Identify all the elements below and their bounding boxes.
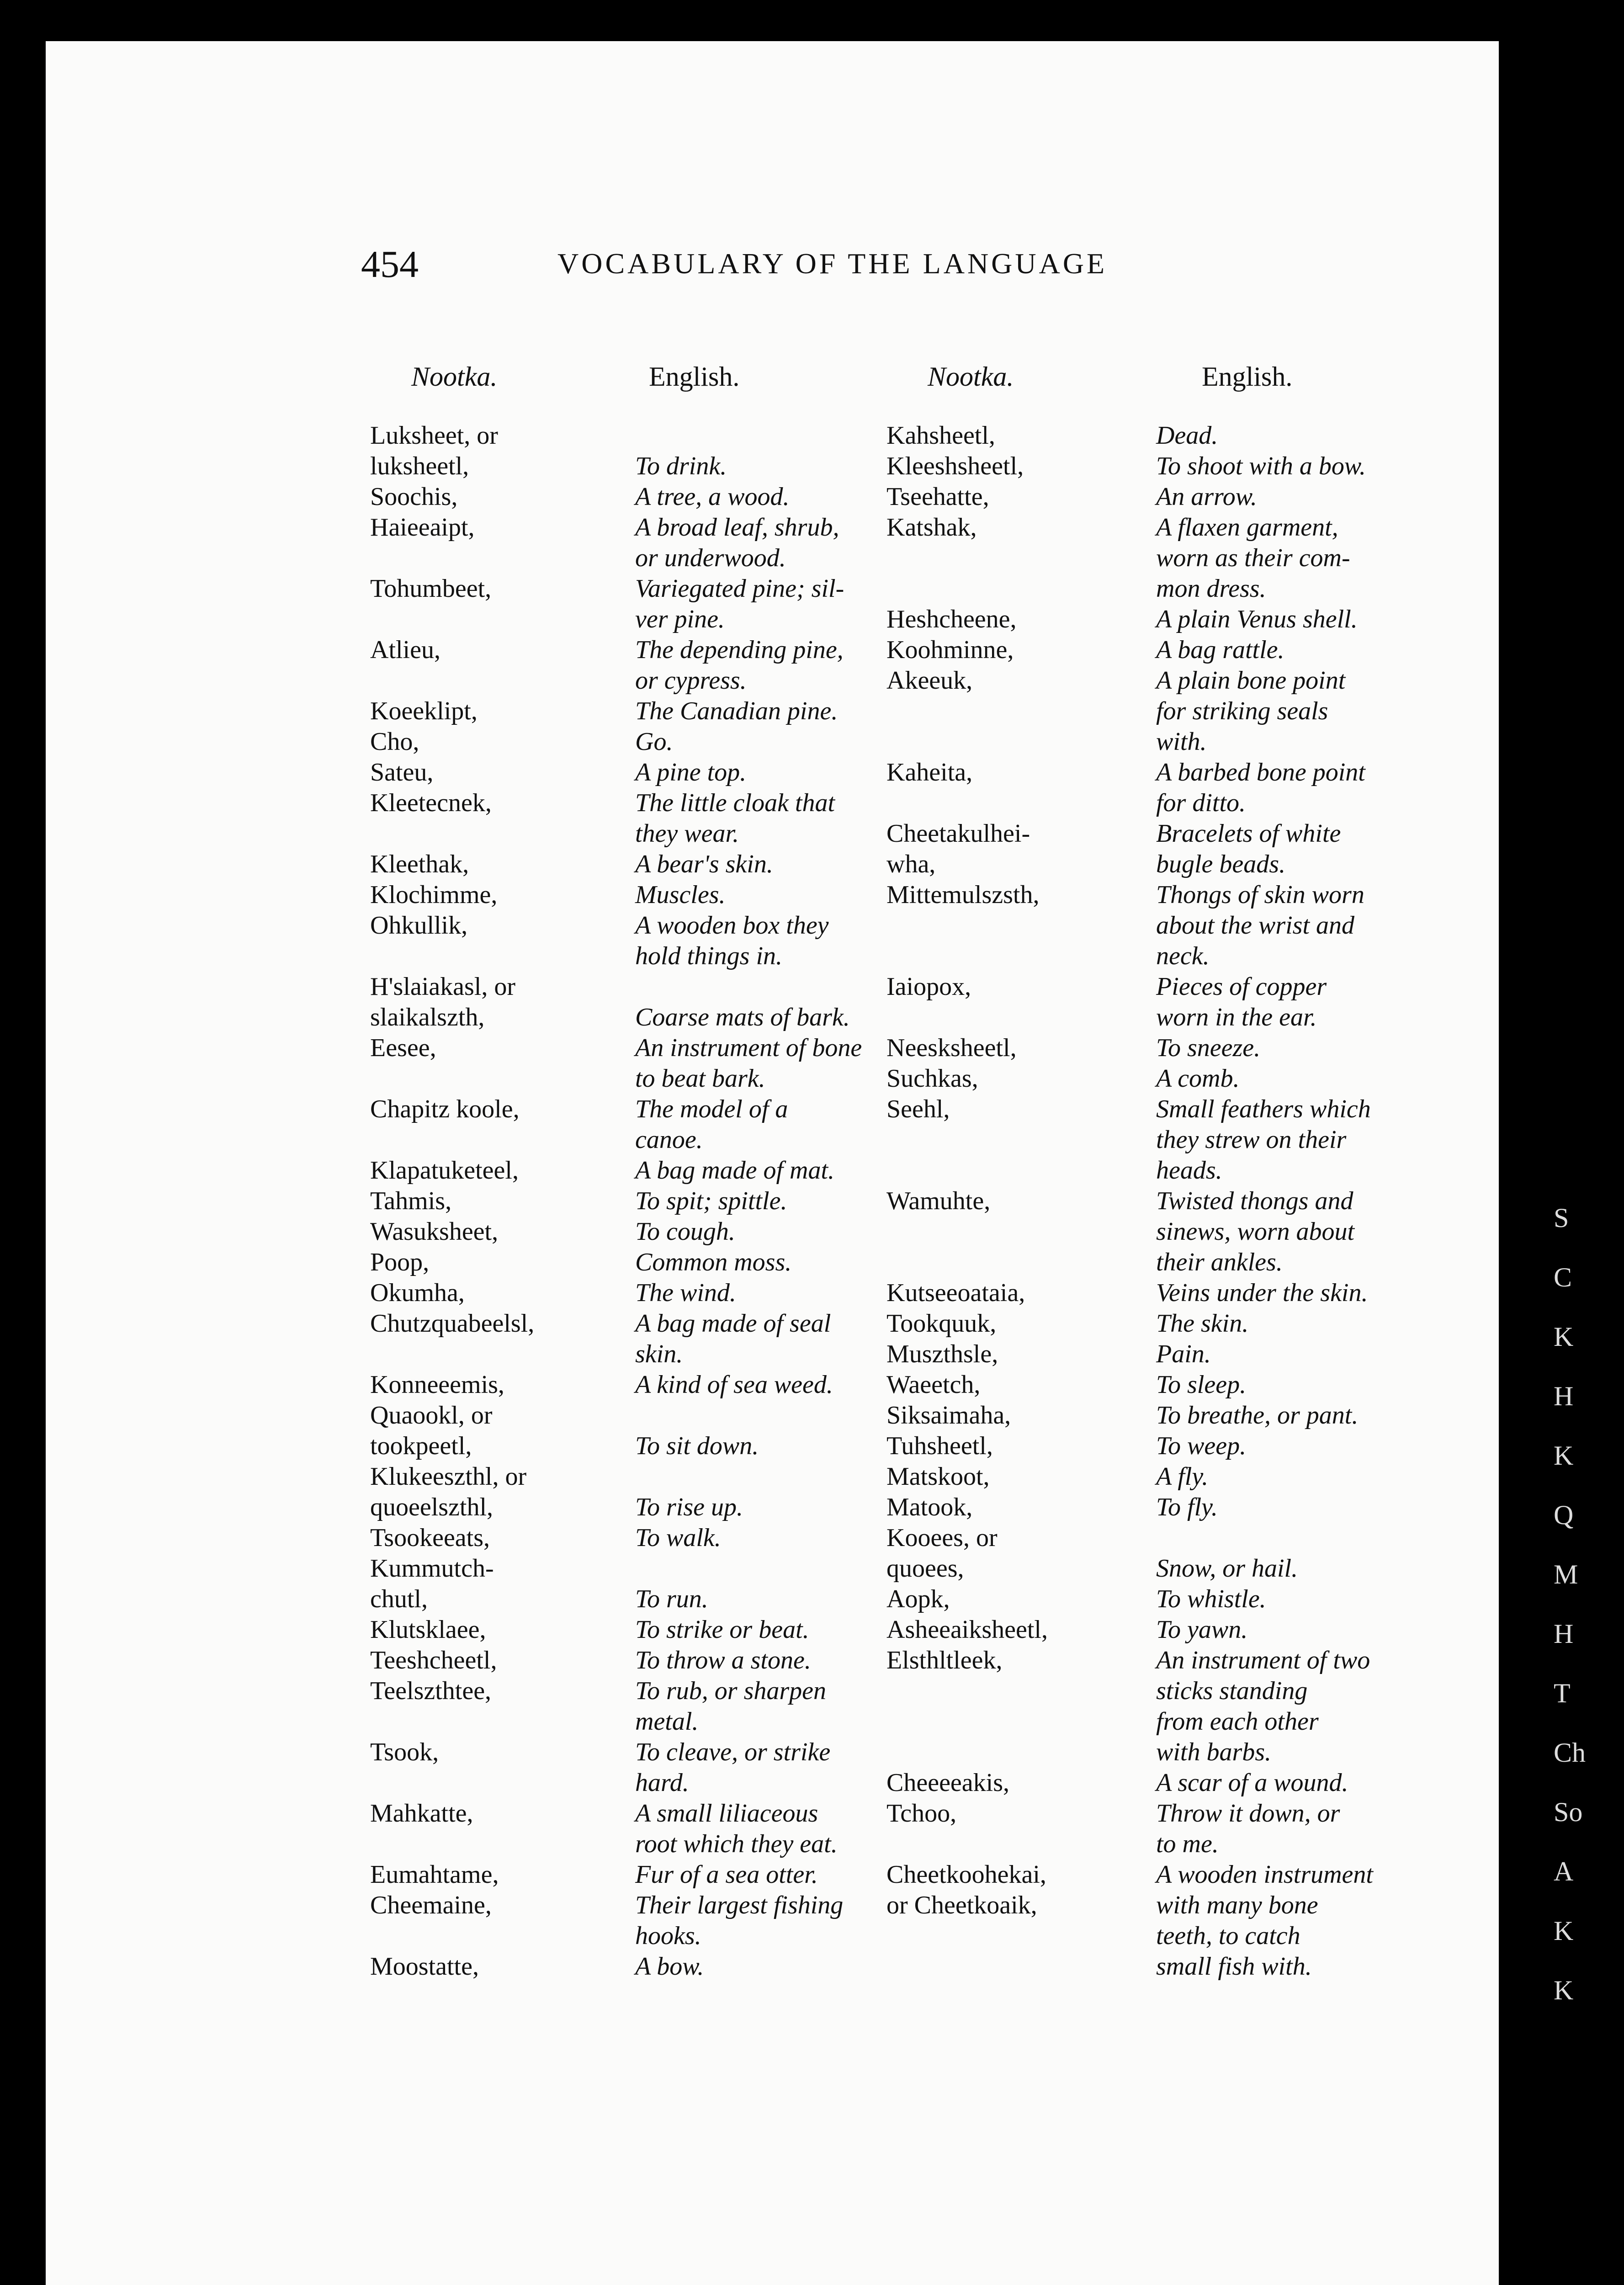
cell-nootka-right: quoees, (886, 1554, 964, 1583)
cell-nootka-right: Kaheita, (886, 758, 973, 786)
table-row (370, 1155, 1449, 1186)
cell-nootka-right: Cheetakulhei- (886, 819, 1030, 848)
sliver-letter: K (1554, 1975, 1574, 2005)
cell-nootka-left: Chutzquabeelsl, (370, 1309, 535, 1338)
table-row (370, 1278, 1449, 1308)
cell-nootka-right: Mittemulszsth, (886, 881, 1040, 909)
table-row (370, 482, 1449, 512)
cell-english-right: To breathe, or pant. (1156, 1401, 1359, 1429)
cell-english-left: hard. (635, 1769, 689, 1797)
cell-english-left: Coarse mats of bark. (635, 1003, 850, 1031)
cell-english-left: Muscles. (635, 881, 726, 909)
cell-nootka-left: Mahkatte, (370, 1799, 473, 1828)
cell-english-left: To run. (635, 1585, 708, 1613)
table-row (370, 420, 1449, 451)
cell-english-left: metal. (635, 1707, 699, 1736)
cell-english-left: skin. (635, 1340, 683, 1368)
facing-page-sliver (1554, 1188, 1624, 2011)
cell-english-right: with barbs. (1156, 1738, 1272, 1766)
cell-english-left: The wind. (635, 1279, 736, 1307)
table-row (370, 1370, 1449, 1400)
cell-nootka-right: Matook, (886, 1493, 973, 1521)
cell-english-left: Fur of a sea otter. (635, 1860, 818, 1889)
cell-english-left: A tree, a wood. (635, 483, 790, 511)
cell-english-left: ver pine. (635, 605, 725, 633)
cell-english-left: Their largest fishing (635, 1891, 844, 1919)
table-row (370, 1523, 1449, 1553)
cell-nootka-right: Tseehatte, (886, 483, 989, 511)
cell-english-right: mon dress. (1156, 574, 1266, 603)
table-row (370, 849, 1449, 880)
cell-english-right: for striking seals (1156, 697, 1328, 725)
cell-nootka-left: Sateu, (370, 758, 434, 786)
page-number: 454 (361, 243, 419, 286)
cell-nootka-left: Quaookl, or (370, 1401, 493, 1429)
cell-english-left: root which they eat. (635, 1830, 838, 1858)
table-row (370, 818, 1449, 849)
cell-english-right: Small feathers which (1156, 1095, 1371, 1123)
column-header-english-right: English. (1202, 361, 1293, 392)
table-row (370, 1247, 1449, 1278)
sliver-letter: A (1554, 1856, 1574, 1886)
cell-english-right: Pieces of copper (1156, 972, 1327, 1001)
cell-english-right: worn as their com- (1156, 544, 1350, 572)
table-row (370, 788, 1449, 818)
table-row (370, 1829, 1449, 1860)
cell-english-right: with. (1156, 728, 1207, 756)
cell-nootka-right: Tchoo, (886, 1799, 957, 1828)
cell-nootka-left: quoeelszthl, (370, 1493, 494, 1521)
table-row (370, 757, 1449, 788)
cell-nootka-right: Cheetkoohekai, (886, 1860, 1046, 1889)
sliver-letter: Q (1554, 1500, 1574, 1530)
cell-nootka-left: Tsookeeats, (370, 1524, 490, 1552)
table-row (370, 1737, 1449, 1768)
cell-english-right: Veins under the skin. (1156, 1279, 1368, 1307)
table-row (370, 665, 1449, 696)
cell-english-left: A pine top. (635, 758, 747, 786)
cell-english-left: hold things in. (635, 942, 783, 970)
sliver-letter: T (1554, 1678, 1571, 1708)
cell-english-right: A plain bone point (1156, 666, 1346, 695)
cell-english-right: A bag rattle. (1156, 636, 1284, 664)
cell-english-left: To cough. (635, 1217, 735, 1246)
cell-english-right: worn in the ear. (1156, 1003, 1317, 1031)
cell-english-left: To cleave, or strike (635, 1738, 831, 1766)
cell-english-left: Go. (635, 728, 673, 756)
cell-english-left: A bag made of seal (635, 1309, 831, 1338)
table-row (370, 1308, 1449, 1339)
cell-english-left: A bag made of mat. (635, 1156, 835, 1185)
cell-english-right: To whistle. (1156, 1585, 1266, 1613)
cell-nootka-right: Wamuhte, (886, 1187, 991, 1215)
table-row (370, 635, 1449, 665)
cell-nootka-right: Akeeuk, (886, 666, 973, 695)
table-row (370, 1951, 1449, 1982)
table-row (370, 972, 1449, 1002)
cell-english-left: To sit down. (635, 1432, 759, 1460)
sliver-letter: S (1554, 1203, 1569, 1233)
cell-english-right: small fish with. (1156, 1952, 1312, 1981)
cell-nootka-left: Koeeklipt, (370, 697, 478, 725)
table-row (370, 1125, 1449, 1155)
cell-nootka-left: Tsook, (370, 1738, 439, 1766)
cell-english-right: to me. (1156, 1830, 1219, 1858)
cell-nootka-left: slaikalszth, (370, 1003, 485, 1031)
cell-english-left: A bear's skin. (635, 850, 773, 878)
cell-english-right: Throw it down, or (1156, 1799, 1340, 1828)
cell-nootka-left: Atlieu, (370, 636, 440, 664)
cell-english-left: Variegated pine; sil- (635, 574, 844, 603)
column-header-english-left: English. (649, 361, 740, 392)
column-header-nootka-left: Nootka. (411, 361, 498, 392)
cell-english-right: To weep. (1156, 1432, 1247, 1460)
table-row (370, 1461, 1449, 1492)
cell-english-left: they wear. (635, 819, 739, 848)
cell-english-right: An arrow. (1156, 483, 1257, 511)
table-row (370, 1033, 1449, 1063)
cell-nootka-left: luksheetl, (370, 452, 469, 480)
table-row (370, 543, 1449, 574)
cell-english-right: for ditto. (1156, 789, 1246, 817)
table-row (370, 574, 1449, 604)
cell-nootka-right: Seehl, (886, 1095, 950, 1123)
cell-english-left: The Canadian pine. (635, 697, 838, 725)
cell-english-right: To yawn. (1156, 1615, 1248, 1644)
table-row (370, 1860, 1449, 1890)
cell-nootka-right: Koohminne, (886, 636, 1014, 664)
sliver-letter: M (1554, 1559, 1578, 1589)
cell-nootka-left: Teeshcheetl, (370, 1646, 497, 1674)
cell-english-left: A bow. (635, 1952, 704, 1981)
cell-nootka-right: Neesksheetl, (886, 1034, 1017, 1062)
table-row (370, 1645, 1449, 1676)
cell-nootka-right: Matskoot, (886, 1462, 990, 1491)
cell-english-right: A comb. (1156, 1064, 1240, 1093)
cell-english-left: A wooden box they (635, 911, 829, 940)
cell-english-right: about the wrist and (1156, 911, 1355, 940)
cell-english-left: To spit; spittle. (635, 1187, 787, 1215)
cell-nootka-right: Waeetch, (886, 1371, 981, 1399)
table-row (370, 1706, 1449, 1737)
table-row (370, 1921, 1449, 1951)
cell-english-left: The model of a (635, 1095, 788, 1123)
cell-nootka-left: Wasuksheet, (370, 1217, 499, 1246)
cell-english-right: teeth, to catch (1156, 1922, 1300, 1950)
cell-english-right: A fly. (1156, 1462, 1209, 1491)
table-row (370, 1768, 1449, 1798)
book-page (46, 41, 1499, 2285)
sliver-letter: H (1554, 1619, 1574, 1649)
cell-english-right: sticks standing (1156, 1677, 1308, 1705)
cell-english-right: Thongs of skin worn (1156, 881, 1364, 909)
cell-english-right: from each other (1156, 1707, 1319, 1736)
cell-english-left: To strike or beat. (635, 1615, 809, 1644)
cell-nootka-right: Kutseeoataia, (886, 1279, 1025, 1307)
cell-nootka-left: Poop, (370, 1248, 430, 1276)
cell-nootka-left: Okumha, (370, 1279, 465, 1307)
cell-nootka-right: Tookquuk, (886, 1309, 997, 1338)
cell-english-right: The skin. (1156, 1309, 1249, 1338)
table-row (370, 451, 1449, 482)
cell-english-left: To rise up. (635, 1493, 743, 1521)
cell-english-right: Snow, or hail. (1156, 1554, 1298, 1583)
cell-english-right: To sleep. (1156, 1371, 1247, 1399)
cell-nootka-right: Heshcheene, (886, 605, 1017, 633)
cell-english-right: A plain Venus shell. (1156, 605, 1358, 633)
cell-nootka-left: Kummutch- (370, 1554, 494, 1583)
cell-nootka-right: Kahsheetl, (886, 421, 995, 450)
cell-english-left: The depending pine, (635, 636, 844, 664)
cell-nootka-right: wha, (886, 850, 936, 878)
table-row (370, 604, 1449, 635)
cell-nootka-right: Muszthsle, (886, 1340, 998, 1368)
cell-nootka-right: Kleeshsheetl, (886, 452, 1024, 480)
cell-english-left: A small liliaceous (635, 1799, 818, 1828)
table-row (370, 1431, 1449, 1461)
cell-nootka-right: Iaiopox, (886, 972, 971, 1001)
cell-english-right: To fly. (1156, 1493, 1218, 1521)
sliver-letter: K (1554, 1322, 1574, 1352)
cell-nootka-left: Klapatuketeel, (370, 1156, 519, 1185)
cell-nootka-left: Eumahtame, (370, 1860, 499, 1889)
running-title: VOCABULARY OF THE LANGUAGE (557, 247, 1108, 280)
table-row (370, 1339, 1449, 1370)
cell-nootka-left: Klochimme, (370, 881, 498, 909)
sliver-letter: K (1554, 1440, 1574, 1471)
vocabulary-table (370, 420, 1449, 1982)
cell-english-right: heads. (1156, 1156, 1222, 1185)
cell-nootka-left: tookpeetl, (370, 1432, 472, 1460)
cell-english-right: Pain. (1156, 1340, 1211, 1368)
cell-english-right: their ankles. (1156, 1248, 1283, 1276)
table-row (370, 1676, 1449, 1706)
cell-nootka-left: Klukeeszthl, or (370, 1462, 527, 1491)
table-row (370, 727, 1449, 757)
table-row (370, 910, 1449, 941)
cell-english-left: or cypress. (635, 666, 747, 695)
cell-english-left: canoe. (635, 1126, 703, 1154)
cell-english-right: bugle beads. (1156, 850, 1286, 878)
cell-english-right: To shoot with a bow. (1156, 452, 1366, 480)
cell-english-right: To sneeze. (1156, 1034, 1261, 1062)
table-row (370, 1002, 1449, 1033)
cell-english-right: Twisted thongs and (1156, 1187, 1353, 1215)
table-row (370, 1400, 1449, 1431)
cell-english-right: An instrument of two (1156, 1646, 1370, 1674)
cell-english-right: Dead. (1156, 421, 1218, 450)
cell-nootka-right: Aopk, (886, 1585, 950, 1613)
table-row (370, 1063, 1449, 1094)
sliver-letter: H (1554, 1381, 1574, 1411)
cell-nootka-left: Konneeemis, (370, 1371, 504, 1399)
cell-english-right: neck. (1156, 942, 1210, 970)
cell-nootka-left: Cheemaine, (370, 1891, 492, 1919)
table-row (370, 1094, 1449, 1125)
cell-english-right: A barbed bone point (1156, 758, 1365, 786)
sliver-letter: K (1554, 1916, 1574, 1946)
sliver-letter: So (1554, 1797, 1583, 1827)
column-header-nootka-right: Nootka. (928, 361, 1014, 392)
cell-nootka-left: Tahmis, (370, 1187, 452, 1215)
table-row (370, 880, 1449, 910)
cell-nootka-left: Soochis, (370, 483, 458, 511)
cell-nootka-right: Tuhsheetl, (886, 1432, 993, 1460)
table-row (370, 1553, 1449, 1584)
cell-nootka-left: Cho, (370, 728, 419, 756)
page-header (361, 242, 1298, 302)
cell-english-right: A flaxen garment, (1156, 513, 1338, 542)
cell-nootka-right: Asheeaiksheetl, (886, 1615, 1048, 1644)
cell-nootka-left: Klutsklaee, (370, 1615, 486, 1644)
cell-english-right: sinews, worn about (1156, 1217, 1355, 1246)
cell-nootka-left: Ohkullik, (370, 911, 468, 940)
cell-english-right: with many bone (1156, 1891, 1318, 1919)
sliver-letter: C (1554, 1262, 1572, 1292)
table-row (370, 1890, 1449, 1921)
cell-english-left: To throw a stone. (635, 1646, 811, 1674)
cell-english-left: hooks. (635, 1922, 701, 1950)
cell-english-left: The little cloak that (635, 789, 835, 817)
table-row (370, 1217, 1449, 1247)
cell-english-left: to beat bark. (635, 1064, 765, 1093)
cell-nootka-left: chutl, (370, 1585, 428, 1613)
cell-nootka-right: Siksaimaha, (886, 1401, 1011, 1429)
cell-english-left: or underwood. (635, 544, 786, 572)
cell-english-left: A kind of sea weed. (635, 1371, 833, 1399)
table-row (370, 941, 1449, 972)
cell-nootka-left: Eesee, (370, 1034, 436, 1062)
cell-nootka-left: Luksheet, or (370, 421, 498, 450)
table-row (370, 1584, 1449, 1615)
cell-nootka-left: H'slaiakasl, or (370, 972, 516, 1001)
table-row (370, 1492, 1449, 1523)
cell-english-left: An instrument of bone (635, 1034, 862, 1062)
cell-nootka-left: Moostatte, (370, 1952, 479, 1981)
cell-english-left: To walk. (635, 1524, 721, 1552)
cell-nootka-left: Haieeaipt, (370, 513, 475, 542)
cell-english-right: A scar of a wound. (1156, 1769, 1348, 1797)
cell-nootka-right: Cheeeeakis, (886, 1769, 1009, 1797)
cell-nootka-right: Katshak, (886, 513, 977, 542)
table-row (370, 1615, 1449, 1645)
cell-english-left: To drink. (635, 452, 727, 480)
sliver-letter: Ch (1554, 1738, 1586, 1768)
table-row (370, 1186, 1449, 1217)
cell-english-right: A wooden instrument (1156, 1860, 1373, 1889)
cell-nootka-left: Kleetecnek, (370, 789, 492, 817)
cell-nootka-left: Teelszthtee, (370, 1677, 492, 1705)
cell-nootka-right: Suchkas, (886, 1064, 978, 1093)
cell-nootka-left: Kleethak, (370, 850, 469, 878)
cell-nootka-right: Elsthltleek, (886, 1646, 1003, 1674)
cell-english-right: they strew on their (1156, 1126, 1347, 1154)
cell-english-right: Bracelets of white (1156, 819, 1341, 848)
cell-nootka-right: Kooees, or (886, 1524, 998, 1552)
table-row (370, 512, 1449, 543)
cell-nootka-right: or Cheetkoaik, (886, 1891, 1037, 1919)
cell-nootka-left: Chapitz koole, (370, 1095, 520, 1123)
cell-english-left: Common moss. (635, 1248, 792, 1276)
table-row (370, 1798, 1449, 1829)
cell-nootka-left: Tohumbeet, (370, 574, 492, 603)
table-row (370, 696, 1449, 727)
cell-english-left: To rub, or sharpen (635, 1677, 827, 1705)
cell-english-left: A broad leaf, shrub, (635, 513, 839, 542)
